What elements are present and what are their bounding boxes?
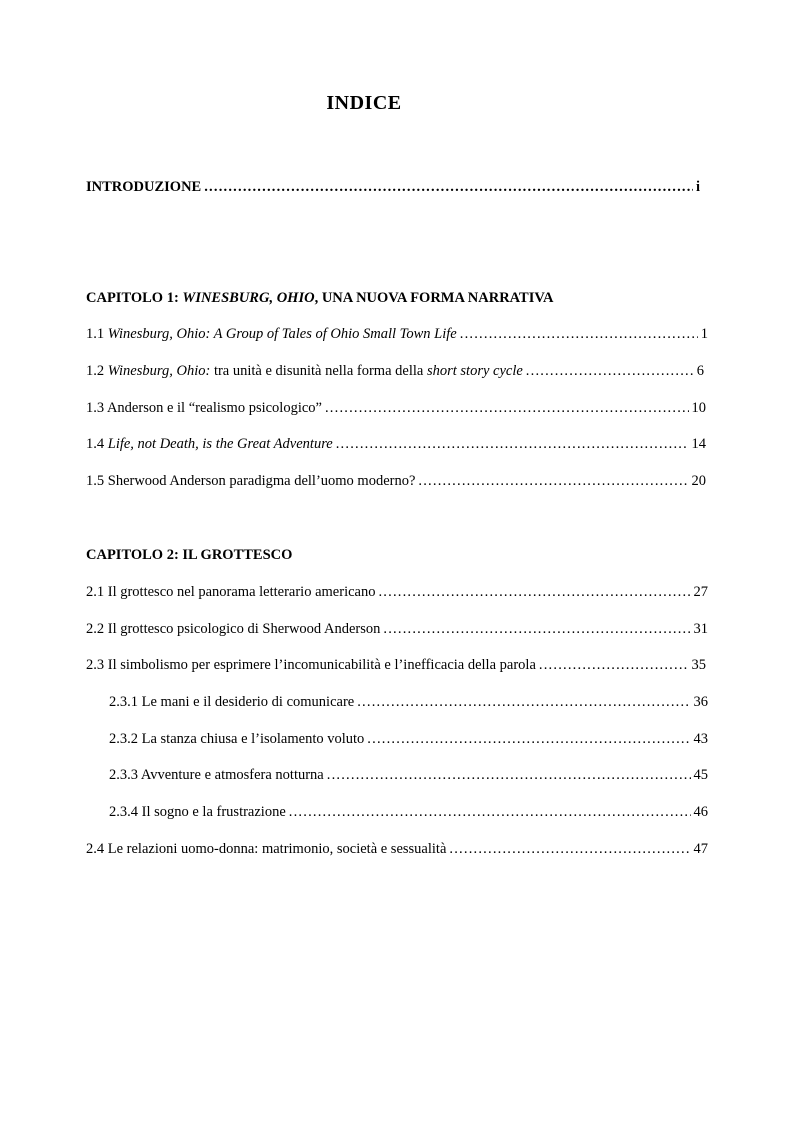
toc-entry-italic-2: short story cycle bbox=[426, 363, 523, 379]
toc-page-number: 10 bbox=[691, 400, 706, 416]
toc-entry-label: 2.1 Il grottesco nel panorama letterario americano bbox=[86, 584, 376, 600]
toc-entry-label bbox=[86, 361, 523, 381]
dot-leader bbox=[325, 398, 689, 418]
toc-entry-2-3 bbox=[86, 655, 706, 675]
toc-page-number: 20 bbox=[691, 473, 706, 489]
toc-page-number: 6 bbox=[696, 363, 704, 379]
toc-entry-italic: Life, not Death, is the Great Adventure bbox=[107, 436, 333, 452]
dot-leader bbox=[336, 434, 689, 454]
toc-entry-label bbox=[86, 434, 333, 454]
chapter-1-prefix: CAPITOLO 1: bbox=[86, 290, 183, 306]
toc-page-number: 35 bbox=[691, 657, 706, 673]
toc-entry-label bbox=[86, 398, 322, 418]
toc-entry-2-2 bbox=[86, 619, 708, 639]
chapter-1-italic-title: WINESBURG, OHIO bbox=[182, 290, 315, 306]
toc-page-number: 46 bbox=[693, 804, 708, 820]
toc-entry-text: tra unità e disunità nella forma della bbox=[210, 363, 427, 379]
toc-entry-2-3-3 bbox=[109, 765, 708, 785]
toc-entry-1-5 bbox=[86, 471, 706, 491]
toc-entry-1-4 bbox=[86, 434, 706, 454]
toc-page-number: 36 bbox=[693, 694, 708, 710]
toc-entry-2-4 bbox=[86, 839, 708, 859]
toc-entry-1-3 bbox=[86, 398, 706, 418]
toc-entry-2-3-4 bbox=[109, 802, 708, 822]
toc-entry-label: 2.2 Il grottesco psicologico di Sherwood Anderson bbox=[86, 621, 381, 637]
dot-leader bbox=[383, 619, 690, 639]
toc-entry-label bbox=[86, 471, 415, 491]
toc-entry-2-3-2 bbox=[109, 729, 708, 749]
toc-page-number: 43 bbox=[693, 731, 708, 747]
chapter-2-heading: CAPITOLO 2: IL GROTTESCO bbox=[86, 547, 293, 563]
toc-page-number: 14 bbox=[691, 436, 706, 452]
toc-entry-2-1 bbox=[86, 582, 708, 602]
dot-leader bbox=[204, 177, 693, 197]
chapter-1-suffix: , UNA NUOVA FORMA NARRATIVA bbox=[314, 290, 554, 306]
toc-entry-label: 2.3.4 Il sogno e la frustrazione bbox=[109, 804, 286, 820]
dot-leader bbox=[289, 802, 691, 822]
dot-leader bbox=[378, 582, 690, 602]
toc-entry-number: 1.5 bbox=[86, 473, 108, 489]
dot-leader bbox=[449, 839, 690, 859]
toc-entry-1-2 bbox=[86, 361, 704, 381]
toc-entry-number: 1.1 bbox=[86, 326, 108, 342]
toc-entry-number: 1.3 bbox=[86, 400, 107, 416]
toc-entry-label: 2.3.3 Avventure e atmosfera notturna bbox=[109, 767, 324, 783]
toc-entry-label: INTRODUZIONE bbox=[86, 179, 202, 195]
page-title: INDICE bbox=[326, 92, 402, 114]
chapter-1-heading bbox=[86, 288, 553, 308]
toc-entry-italic: Winesburg, Ohio: bbox=[107, 363, 211, 379]
toc-entry-label: 2.3.1 Le mani e il desiderio di comunicare bbox=[109, 694, 355, 710]
dot-leader bbox=[418, 471, 688, 491]
toc-entry-text: Anderson e il “realismo psicologico” bbox=[106, 400, 322, 416]
toc-entry-label bbox=[86, 324, 457, 344]
dot-leader bbox=[460, 324, 698, 344]
toc-entry-introduzione bbox=[86, 177, 700, 197]
toc-entry-number: 1.2 bbox=[86, 363, 108, 379]
dot-leader bbox=[357, 692, 690, 712]
toc-entry-label: 2.3.2 La stanza chiusa e l’isolamento voluto bbox=[109, 731, 365, 747]
dot-leader bbox=[539, 655, 689, 675]
toc-page-number: 27 bbox=[693, 584, 708, 600]
toc-page-number: 31 bbox=[693, 621, 708, 637]
toc-page-number: 45 bbox=[693, 767, 708, 783]
dot-leader bbox=[367, 729, 690, 749]
toc-page-number: 1 bbox=[700, 326, 708, 342]
toc-page-number: i bbox=[695, 179, 700, 195]
toc-entry-label: 2.3 Il simbolismo per esprimere l’incomunicabilità e l’inefficacia della parola bbox=[86, 657, 536, 673]
toc-entry-2-3-1 bbox=[109, 692, 708, 712]
toc-page-number: 47 bbox=[693, 841, 708, 857]
toc-entry-text: Sherwood Anderson paradigma dell’uomo moderno? bbox=[107, 473, 416, 489]
toc-entry-1-1 bbox=[86, 324, 708, 344]
toc-entry-label: 2.4 Le relazioni uomo-donna: matrimonio, società e sessualità bbox=[86, 841, 447, 857]
toc-entry-number: 1.4 bbox=[86, 436, 108, 452]
dot-leader bbox=[526, 361, 694, 381]
dot-leader bbox=[327, 765, 691, 785]
toc-entry-italic: Winesburg, Ohio: A Group of Tales of Ohio Small Town Life bbox=[107, 326, 457, 342]
